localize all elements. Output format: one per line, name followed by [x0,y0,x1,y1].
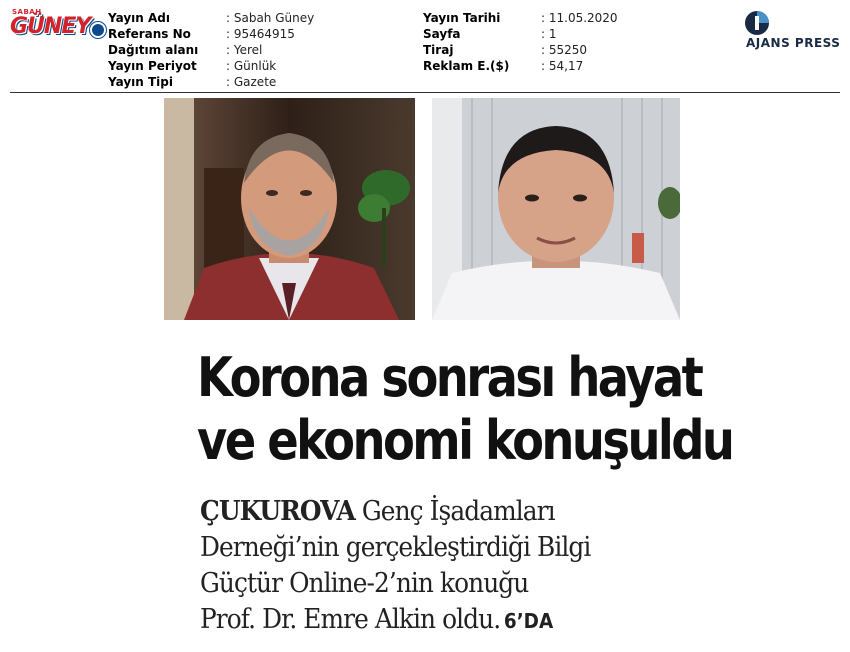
meta-value: : 55250 [541,43,588,57]
publication-logo-big-text: GÜNEY [10,14,91,39]
meta-row [108,10,314,26]
meta-value: : 11.05.2020 [541,11,618,25]
meta-value: : Gazete [226,75,277,89]
meta-label: Yayın Tipi [108,75,173,89]
lead-line: Derneği’nin gerçekleştirdiği Bilgi [200,532,591,563]
meta-row [423,42,618,58]
article-lead [200,494,642,639]
lead-text: Genç İşadamları [354,496,555,527]
meta-row [108,26,314,42]
publication-logo [10,8,102,42]
meta-label: Yayın Adı [108,11,170,25]
page-reference: 6’DA [503,609,554,633]
headline-line: Korona sonrası hayat [197,346,702,409]
meta-row [108,42,314,58]
logo-dot-icon [90,22,106,38]
lead-line [200,494,642,530]
meta-value: : 95464915 [226,27,295,41]
photo-right-speaker [432,98,680,320]
meta-row [423,26,618,42]
lead-line [200,602,642,639]
meta-row [423,10,618,26]
header-divider [10,92,840,93]
meta-label: Yayın Periyot [108,59,197,73]
meta-row [108,74,314,90]
agency-logo-text: AJANS PRESS [746,36,841,50]
meta-value: : 1 [541,27,557,41]
meta-value: : 54,17 [541,59,584,73]
lead-line: Güçtür Online-2’nin konuğu [200,568,529,599]
meta-value: : Günlük [226,59,277,73]
meta-row [108,58,314,74]
headline-line: ve ekonomi konuşuldu [197,409,733,472]
meta-row [423,58,618,74]
meta-label: Yayın Tarihi [423,11,501,25]
publication-logo-small-text: SABAH [12,8,42,16]
lead-kicker: ÇUKUROVA [200,496,355,527]
meta-left-column [108,10,314,90]
meta-value: : Yerel [226,43,263,57]
meta-label: Reklam E.($) [423,59,510,73]
meta-value: : Sabah Güney [226,11,315,25]
article-headline [197,346,733,472]
agency-logo [742,10,842,50]
meta-label: Sayfa [423,27,461,41]
meta-label: Dağıtım alanı [108,43,199,57]
meta-label: Referans No [108,27,191,41]
meta-right-column [423,10,618,74]
lead-text: Prof. Dr. Emre Alkin oldu. [200,604,501,635]
agency-logo-icon [744,10,770,36]
photo-left-speaker [164,98,415,320]
meta-label: Tiraj [423,43,454,57]
